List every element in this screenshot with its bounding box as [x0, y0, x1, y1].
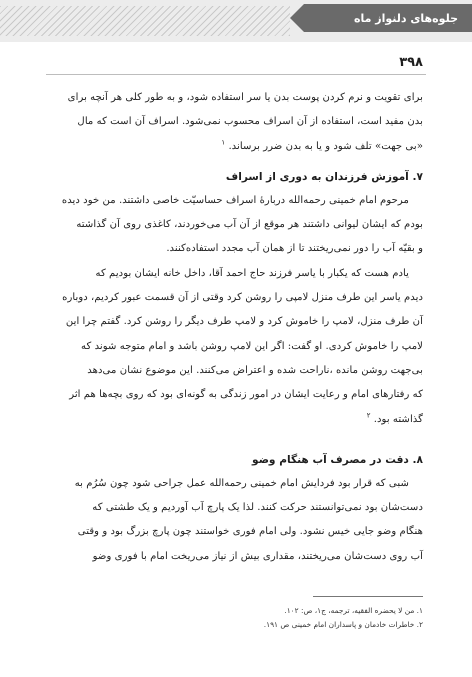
footnote-2: ۲. خاطرات خادمان و پاسداران امام خمینی ص ۱۹۱.: [263, 620, 423, 629]
s8p1-line-3: هنگام وضو جایی خیس نشود. ولی امام فوری خواستند چون پارچ بزرگ بود و وقتی: [77, 526, 423, 538]
intro-paragraph: [49, 86, 423, 159]
s7p2-line-3: آن طرف منزل، لامپ را خاموش کرد و لامپ طرف دیگر را روشن کرد. گفتم چرا این: [65, 316, 423, 328]
s7p1-line-1: مرحوم امام خمینی رحمه‌الله دربارهٔ اسراف حساسیّت خاصی داشتند. من خود دیده: [61, 194, 409, 206]
section-8-paragraph-1: [49, 472, 423, 569]
page-body: [49, 86, 423, 569]
intro-line-1: برای تقویت و نرم کردن پوست بدن یا سر استفاده شود، و به طور کلی هر آنچه برای: [67, 92, 423, 103]
s7p2-line-2: دیدم یاسر این طرف منزل لامپی را روشن کرد وقتی از آن قسمت عبور کردیم، دوباره: [62, 292, 423, 304]
s7p2-line-7: گذاشته بود.: [373, 413, 423, 425]
s8p1-line-4: آب روی دست‌شان می‌ریختند، مقداری بیش از نیاز می‌ریخت امام با فوری وضو: [92, 550, 423, 562]
s8p1-line-2: دست‌شان بود نمی‌توانستند حرکت کنند. لذا یک پارچ آب آوردیم و یک طشتی که: [92, 502, 423, 514]
s7p2-line-4: لامپ را خاموش کردی. او گفت: اگر این لامپ روشن باشد و امام متوجه شوند که: [81, 340, 423, 352]
header-stripe-pattern: [0, 6, 290, 36]
running-header: [0, 0, 472, 42]
section-7-paragraph-1: [49, 189, 423, 262]
intro-line-3: «بی جهت» تلف شود و یا به بدن ضرر برساند.: [228, 140, 423, 152]
footnote-1: ۱. من لا یحضره الفقیه، ترجمه، ج۱، ص: ۱۰۲.: [284, 606, 423, 615]
header-divider: [46, 74, 426, 75]
s7p2-line-6: که رفتارهای امام و رعایت ایشان در امور زندگی به گونه‌ای بود که روی بچه‌ها هم اثر: [69, 389, 423, 401]
s7p1-line-3: و بقیّه آب را دور نمی‌ریختند تا از همان آب مجدد استفاده‌کنند.: [166, 243, 423, 255]
header-title-box: [304, 4, 472, 32]
footnote-ref-1: ۱: [221, 138, 226, 147]
section-8-heading: ۸. دقت در مصرف آب هنگام وضو: [252, 453, 423, 466]
s7p2-line-5: بی‌جهت روشن مانده ،ناراحت شده و اعتراض می‌کنند. این موضوع نشان می‌دهد: [87, 364, 423, 376]
s7p1-line-2: بودم که ایشان لیوانی داشتند هر موقع از آن آب می‌خوردند، کاغذی روی آن گذاشته: [76, 219, 423, 231]
intro-line-2: بدن مفید است، استفاده از آن اسراف محسوب نمی‌شود. اسراف آن است که مال: [77, 116, 423, 128]
section-7-heading: ۷. آموزش فرزندان به دوری از اسراف: [225, 170, 423, 183]
section-gap: [49, 432, 423, 442]
page-number: ۳۹۸: [399, 55, 423, 70]
book-title: جلوه‌های دلنواز ماه: [353, 11, 458, 25]
section-7-paragraph-2: [49, 262, 423, 432]
footnote-divider: [313, 596, 423, 597]
footnote-ref-2: ۲: [366, 411, 371, 420]
footnotes: [49, 604, 423, 632]
s7p2-line-1: یادم هست که یکبار با یاسر فرزند حاج احمد آقا، داخل خانه ایشان بودیم که: [95, 267, 409, 279]
s8p1-line-1: شبی که قرار بود فردایش امام خمینی رحمه‌الله عمل جراحی شود چون سُرُم به: [74, 477, 409, 489]
